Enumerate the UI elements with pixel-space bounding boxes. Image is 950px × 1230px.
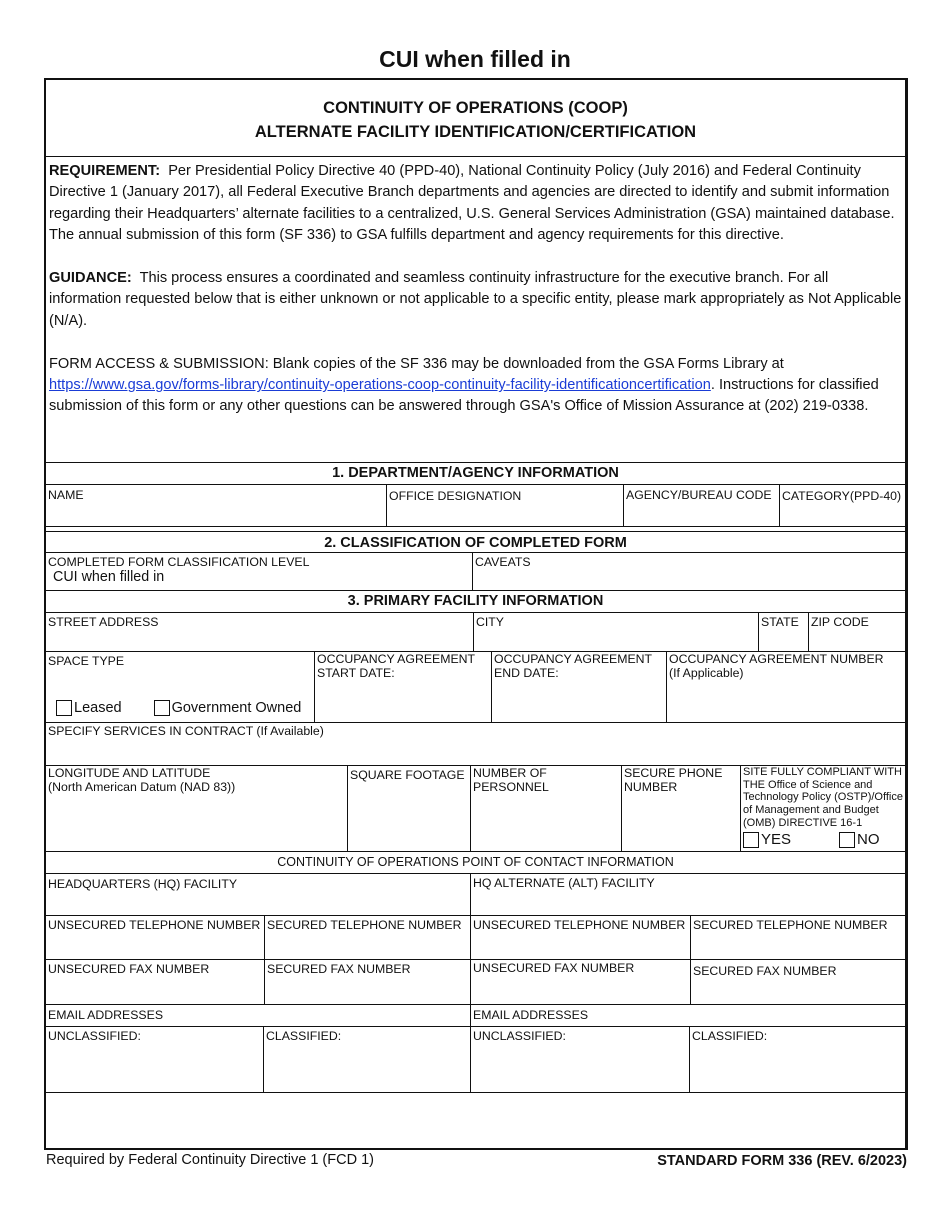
alt-secured-fax-field[interactable] xyxy=(691,960,905,1004)
zip-code-field[interactable] xyxy=(809,613,905,651)
caveats-field[interactable] xyxy=(473,553,905,590)
alt-unsecured-phone-label: UNSECURED TELEPHONE NUMBER xyxy=(473,918,686,932)
secure-phone-field[interactable] xyxy=(622,766,741,851)
street-address-field[interactable] xyxy=(46,613,474,651)
poc-heading: CONTINUITY OF OPERATIONS POINT OF CONTACT INFORMATION xyxy=(46,852,905,874)
alt-secured-phone-field[interactable] xyxy=(691,916,905,959)
occupancy-end-field[interactable] xyxy=(492,652,667,722)
intro-text xyxy=(46,157,905,463)
requirement-label: REQUIREMENT: xyxy=(49,163,161,179)
compliance-label: SITE FULLY COMPLIANT WITH THE Office of Science and Technology Policy (OSTP)/Office of Management and Budget (OMB) DIRECTIVE 16-1 xyxy=(743,766,903,829)
hq-secured-phone-field[interactable] xyxy=(265,916,471,959)
occupancy-end-label-1: OCCUPANCY AGREEMENT xyxy=(494,652,653,666)
hq-alt-facility-field[interactable] xyxy=(471,874,905,915)
hq-unsecured-fax-label: UNSECURED FAX NUMBER xyxy=(48,962,210,976)
longitude-latitude-label-1: LONGITUDE AND LATITUDE xyxy=(48,766,211,780)
personnel-label-1: NUMBER OF xyxy=(473,766,547,780)
hq-alt-facility-label: HQ ALTERNATE (ALT) FACILITY xyxy=(473,876,655,890)
name-field[interactable] xyxy=(46,485,387,526)
no-checkbox[interactable] xyxy=(839,832,855,848)
classification-level-label: COMPLETED FORM CLASSIFICATION LEVEL xyxy=(48,555,310,569)
hq-facility-label: HEADQUARTERS (HQ) FACILITY xyxy=(48,877,238,891)
poc-email-header-row xyxy=(46,1005,905,1027)
occupancy-number-field[interactable] xyxy=(667,652,905,722)
secure-phone-label-1: SECURE PHONE xyxy=(624,766,723,780)
services-row xyxy=(46,723,905,766)
hq-secured-phone-label: SECURED TELEPHONE NUMBER xyxy=(267,918,462,932)
classification-level-field[interactable] xyxy=(46,553,473,590)
hq-unclassified-label: UNCLASSIFIED: xyxy=(48,1029,141,1043)
zip-code-label: ZIP CODE xyxy=(811,615,869,629)
occupancy-start-label-1: OCCUPANCY AGREEMENT xyxy=(317,652,476,666)
access-text-1: FORM ACCESS & SUBMISSION: Blank copies of the SF 336 may be downloaded from the GSA Forms Library at xyxy=(49,355,784,372)
section2-heading: 2. CLASSIFICATION OF COMPLETED FORM xyxy=(46,531,905,553)
yes-label: YES xyxy=(761,830,792,848)
no-label: NO xyxy=(857,830,880,848)
office-designation-field[interactable] xyxy=(387,485,624,526)
space-type-label: SPACE TYPE xyxy=(48,654,125,668)
longitude-latitude-field[interactable] xyxy=(46,766,348,851)
poc-fax-row xyxy=(46,960,905,1005)
alt-classified-email-field[interactable] xyxy=(690,1027,905,1092)
longitude-latitude-label-2: (North American Datum (NAD 83)) xyxy=(48,780,236,794)
hq-email-label: EMAIL ADDRESSES xyxy=(48,1008,164,1022)
guidance-paragraph xyxy=(49,268,902,332)
alt-email-label: EMAIL ADDRESSES xyxy=(473,1008,589,1022)
caveats-label: CAVEATS xyxy=(475,555,531,569)
access-paragraph xyxy=(49,354,902,418)
footer-directive: Required by Federal Continuity Directive 1 (FCD 1) xyxy=(46,1152,374,1168)
agency-code-label: AGENCY/BUREAU CODE xyxy=(626,488,772,502)
hq-facility-field[interactable] xyxy=(46,874,471,915)
cui-banner: CUI when filled in xyxy=(379,46,571,72)
section1-row xyxy=(46,485,905,527)
occupancy-end-label-2: END DATE: xyxy=(494,666,559,680)
requirement-text: Per Presidential Policy Directive 40 (PPD-40), National Continuity Policy (July 2016) and Federal Continuity Directive 1 (January 2017), all Federal Executive Branch departments and agencies are directed to identify and submit information regarding their Headquarters’ alternate facilities to a centralized, U.S. General Services Administration (GSA) maintained database. The annual submission of this form (SF 336) to GSA fulfills department and agency requirements for this directive. xyxy=(49,163,895,244)
yes-checkbox[interactable] xyxy=(743,832,759,848)
alt-unsecured-fax-label: UNSECURED FAX NUMBER xyxy=(473,961,635,975)
forms-library-link[interactable]: https://www.gsa.gov/forms-library/continuity-operations-coop-continuity-facility-identificationcertification xyxy=(49,377,711,394)
category-label: CATEGORY(PPD-40) xyxy=(782,489,902,503)
city-label: CITY xyxy=(476,615,505,629)
space-type-field xyxy=(46,652,315,722)
agency-code-field[interactable] xyxy=(624,485,780,526)
hq-unclassified-email-field[interactable] xyxy=(46,1027,264,1092)
alt-unsecured-fax-field[interactable] xyxy=(471,960,691,1004)
services-label: SPECIFY SERVICES IN CONTRACT (If Available) xyxy=(48,724,324,738)
space-type-row xyxy=(46,652,905,723)
state-field[interactable] xyxy=(759,613,809,651)
form-title-line1: CONTINUITY OF OPERATIONS (COOP) xyxy=(323,99,628,117)
footer-form-number: STANDARD FORM 336 (REV. 6/2023) xyxy=(657,1153,907,1169)
form-title-line2: ALTERNATE FACILITY IDENTIFICATION/CERTIFICATION xyxy=(254,123,697,141)
occupancy-number-label-1: OCCUPANCY AGREEMENT NUMBER xyxy=(669,652,884,666)
office-designation-label: OFFICE DESIGNATION xyxy=(389,489,522,503)
street-address-label: STREET ADDRESS xyxy=(48,615,159,629)
hq-classified-email-field[interactable] xyxy=(264,1027,471,1092)
poc-email-row xyxy=(46,1027,905,1093)
hq-secured-fax-label: SECURED FAX NUMBER xyxy=(267,962,411,976)
alt-unclassified-label: UNCLASSIFIED: xyxy=(473,1029,566,1043)
hq-unsecured-phone-label: UNSECURED TELEPHONE NUMBER xyxy=(48,918,261,932)
occupancy-start-field[interactable] xyxy=(315,652,492,722)
access-text-2: . Instructions for classified submission of this form or any other questions can be answered through GSA's Office of Mission Assurance at (202) 219-0338. xyxy=(49,377,879,415)
alt-unsecured-phone-field[interactable] xyxy=(471,916,691,959)
section2-row xyxy=(46,553,905,591)
square-footage-label: SQUARE FOOTAGE xyxy=(350,768,465,782)
form-title xyxy=(46,80,905,157)
section3-heading: 3. PRIMARY FACILITY INFORMATION xyxy=(46,591,905,613)
alt-email-heading xyxy=(471,1005,905,1026)
state-label: STATE xyxy=(761,615,799,629)
compliance-field xyxy=(741,766,905,851)
occupancy-start-label-2: START DATE: xyxy=(317,666,395,680)
alt-secured-fax-label: SECURED FAX NUMBER xyxy=(693,964,837,978)
guidance-label: GUIDANCE: xyxy=(49,270,132,287)
services-field[interactable] xyxy=(46,723,905,765)
location-row xyxy=(46,766,905,852)
sf336-form xyxy=(44,78,908,1150)
guidance-text: This process ensures a coordinated and seamless continuity infrastructure for the executive branch. For all information requested below that is either unknown or not applicable to a specific entity, please mark appropriately as Not Applicable (N/A). xyxy=(49,270,902,329)
compliance-options xyxy=(743,832,903,848)
classification-level-value: CUI when filled in xyxy=(53,569,165,585)
poc-phone-row xyxy=(46,916,905,960)
alt-classified-label: CLASSIFIED: xyxy=(692,1029,768,1043)
occupancy-number-label-2: (If Applicable) xyxy=(669,666,744,680)
leased-label: Leased xyxy=(74,700,122,716)
alt-secured-phone-label: SECURED TELEPHONE NUMBER xyxy=(693,918,888,932)
secure-phone-label-2: NUMBER xyxy=(624,780,678,794)
hq-secured-fax-field[interactable] xyxy=(265,960,471,1004)
category-field[interactable] xyxy=(780,485,905,526)
hq-classified-label: CLASSIFIED: xyxy=(266,1029,342,1043)
government-owned-label: Government Owned xyxy=(171,700,302,716)
hq-unsecured-fax-field[interactable] xyxy=(46,960,265,1004)
poc-facility-row xyxy=(46,874,905,916)
personnel-label-2: PERSONNEL xyxy=(473,780,549,794)
square-footage-field[interactable] xyxy=(348,766,471,851)
name-label: NAME xyxy=(48,488,84,502)
government-owned-checkbox[interactable] xyxy=(154,700,170,716)
space-type-options xyxy=(56,700,301,716)
personnel-field[interactable] xyxy=(471,766,622,851)
hq-email-heading xyxy=(46,1005,471,1026)
hq-unsecured-phone-field[interactable] xyxy=(46,916,265,959)
requirement-paragraph xyxy=(49,161,902,247)
section1-heading: 1. DEPARTMENT/AGENCY INFORMATION xyxy=(46,463,905,485)
leased-checkbox[interactable] xyxy=(56,700,72,716)
city-field[interactable] xyxy=(474,613,759,651)
address-row xyxy=(46,613,905,652)
alt-unclassified-email-field[interactable] xyxy=(471,1027,690,1092)
